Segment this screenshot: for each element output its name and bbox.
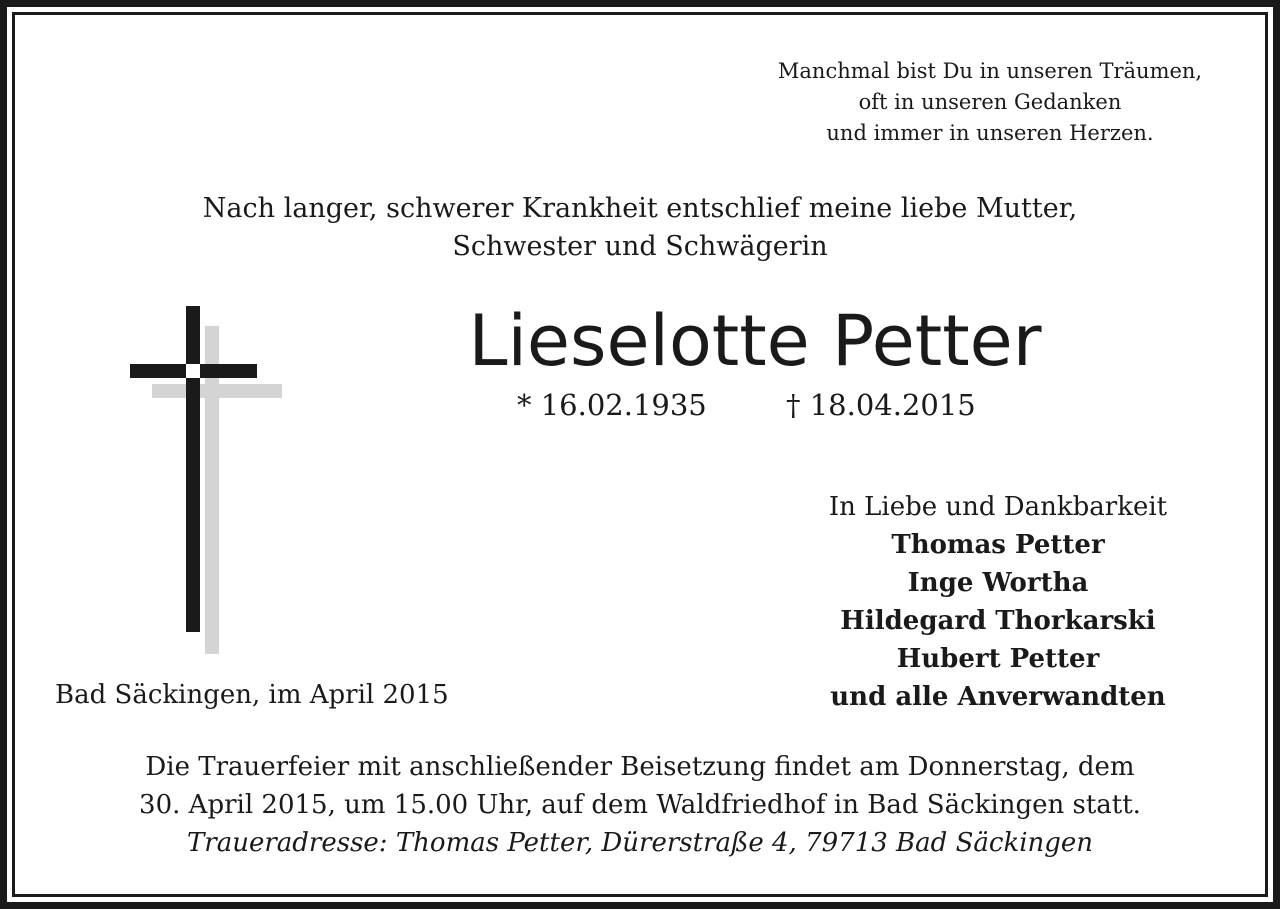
birth-date: * 16.02.1935 [517,388,707,422]
cross-vertical [186,306,200,632]
intro-line: Nach langer, schwerer Krankheit entschlief meine liebe Mutter, [202,193,1078,224]
mourners-list [829,488,1167,716]
place-date: Bad Säckingen, im April 2015 [55,680,449,710]
deceased-name: Lieselotte Petter [468,300,1042,382]
cross-icon [120,298,290,668]
mourners-intro: In Liebe und Dankbarkeit [828,492,1168,522]
poem-line: und immer in unseren Herzen. [826,121,1154,145]
ceremony-info [139,748,1141,862]
mourner-name: Inge Wortha [907,568,1089,598]
mourning-address: Traueradresse: Thomas Petter, Dürerstraße 4, 79713 Bad Säckingen [186,828,1094,858]
cross-center [186,364,200,378]
poem-line: oft in unseren Gedanken [858,90,1122,114]
mourner-name: Hubert Petter [896,644,1100,674]
mourner-name: Thomas Petter [891,530,1105,560]
ceremony-line: Die Trauerfeier mit anschließender Beisetzung findet am Donnerstag, dem [145,752,1135,782]
ceremony-line: 30. April 2015, um 15.00 Uhr, auf dem Waldfriedhof in Bad Säckingen statt. [139,790,1141,820]
mourner-name: und alle Anverwandten [830,682,1166,712]
cross-shadow-horizontal [152,384,282,398]
intro-text [203,190,1077,266]
mourner-name: Hildegard Thorkarski [840,606,1156,636]
death-date: † 18.04.2015 [786,388,976,422]
poem-quote [778,56,1202,149]
poem-line: Manchmal bist Du in unseren Träumen, [777,59,1203,83]
intro-line: Schwester und Schwägerin [452,231,828,262]
